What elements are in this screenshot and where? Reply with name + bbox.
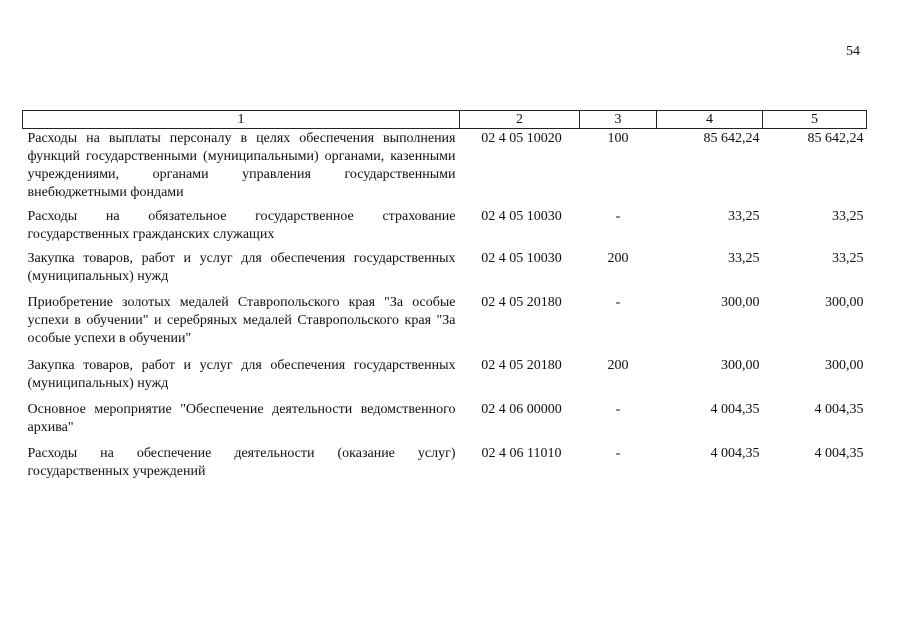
expense-name: Приобретение золотых медалей Ставропольского края "За особые успехи в обучении" и серебряных медалей Ставропольского края "За особые успехи в обучении": [27, 295, 456, 346]
amount-col-4: 85 642,24: [703, 131, 760, 146]
table-row: [23, 292, 867, 356]
budget-code: 02 4 05 20180: [481, 358, 562, 373]
expense-type: 200: [607, 251, 629, 266]
page-number: 54: [846, 44, 860, 59]
expense-type: -: [615, 402, 621, 417]
table-row: [23, 129, 867, 208]
budget-table: [22, 110, 867, 485]
amount-col-4: 33,25: [728, 209, 760, 224]
amount-col-5: 33,25: [832, 251, 864, 266]
budget-code: 02 4 06 11010: [481, 446, 562, 461]
amount-col-4: 4 004,35: [710, 402, 760, 417]
column-header-4: 4: [657, 111, 763, 129]
amount-col-5: 300,00: [825, 295, 864, 310]
expense-type: -: [615, 295, 621, 310]
budget-code: 02 4 05 10030: [481, 251, 562, 266]
amount-col-4: 300,00: [721, 295, 760, 310]
table-row: [23, 249, 867, 292]
budget-code: 02 4 05 10030: [481, 209, 562, 224]
amount-col-5: 85 642,24: [807, 131, 864, 146]
expense-type: 200: [607, 358, 629, 373]
table-row: [23, 399, 867, 444]
amount-col-4: 33,25: [728, 251, 760, 266]
table-row: [23, 444, 867, 485]
expense-name: Закупка товаров, работ и услуг для обеспечения государственных (муниципальных) нужд: [27, 251, 456, 284]
budget-code: 02 4 05 10020: [481, 131, 562, 146]
expense-name: Закупка товаров, работ и услуг для обеспечения государственных (муниципальных) нужд: [27, 358, 456, 391]
amount-col-5: 4 004,35: [814, 446, 864, 461]
expense-type: 100: [607, 131, 629, 146]
column-header-2: 2: [460, 111, 580, 129]
expense-type: -: [615, 209, 621, 224]
amount-col-4: 4 004,35: [710, 446, 760, 461]
budget-code: 02 4 06 00000: [481, 402, 562, 417]
budget-code: 02 4 05 20180: [481, 295, 562, 310]
amount-col-4: 300,00: [721, 358, 760, 373]
column-header-1: 1: [23, 111, 460, 129]
table-row: [23, 207, 867, 249]
amount-col-5: 300,00: [825, 358, 864, 373]
amount-col-5: 4 004,35: [814, 402, 864, 417]
expense-name: Расходы на выплаты персоналу в целях обеспечения выполнения функций государственными (муниципальными) органами, казенными учреждениями, органами управления государственными внебюджетными фондами: [27, 131, 456, 200]
table-row: [23, 356, 867, 399]
table-header-row: [23, 111, 867, 129]
expense-name: Расходы на обеспечение деятельности (оказание услуг) государственных учреждений: [27, 446, 456, 479]
expense-name: Расходы на обязательное государственное страхование государственных гражданских служащих: [27, 209, 456, 242]
column-header-3: 3: [580, 111, 657, 129]
expense-type: -: [615, 446, 621, 461]
column-header-5: 5: [763, 111, 867, 129]
expense-name: Основное мероприятие "Обеспечение деятельности ведомственного архива": [27, 402, 456, 435]
amount-col-5: 33,25: [832, 209, 864, 224]
